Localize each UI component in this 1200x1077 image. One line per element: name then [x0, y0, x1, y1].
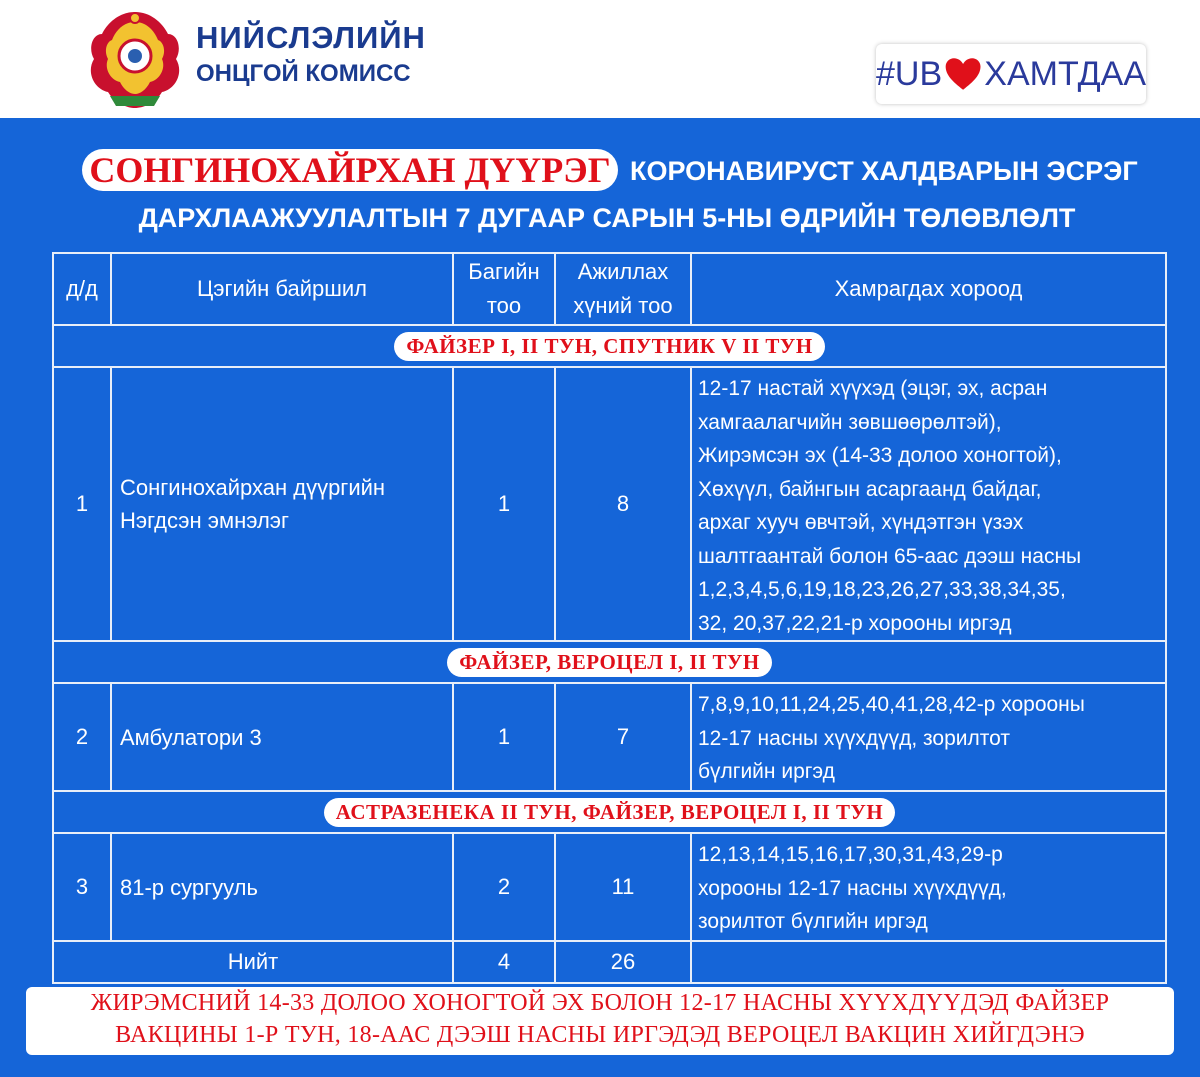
row-people: 11 [555, 833, 691, 941]
header-location: Цэгийн байршил [111, 253, 453, 325]
total-label: Нийт [53, 941, 453, 983]
ub-emblem-icon [80, 4, 190, 114]
coverage-line: зорилтот бүлгийн иргэд [698, 910, 928, 933]
coverage-line: хамгаалагчийн зөвшөөрөлтэй), [698, 410, 1002, 434]
coverage-line: 7,8,9,10,11,24,25,40,41,28,42-р хорооны [698, 693, 1085, 716]
header-coverage: Хамрагдах хороод [691, 253, 1166, 325]
ub-hamtdaa-hashtag [876, 44, 1146, 104]
section-label: ФАЙЗЕР, ВЕРОЦЕЛ I, II ТУН [447, 648, 772, 677]
table-header-row [53, 253, 1166, 325]
location-line: Сонгинохайрхан дүүргийн [120, 475, 386, 500]
row-people: 8 [555, 367, 691, 641]
row-teams: 2 [453, 833, 555, 941]
org-title-line1: НИЙСЛЭЛИЙН [196, 20, 426, 55]
header-people-line1: Ажиллах [577, 259, 669, 284]
row-coverage [691, 367, 1166, 641]
title-line1: КОРОНАВИРУСТ ХАЛДВАРЫН ЭСРЭГ [630, 156, 1138, 186]
section-label: ФАЙЗЕР I, II ТУН, СПУТНИК V II ТУН [394, 332, 824, 361]
location-line: Нэгдсэн эмнэлэг [120, 508, 290, 533]
table-row [53, 683, 1166, 791]
footer-line2: ВАКЦИНЫ 1-Р ТУН, 18-ААС ДЭЭШ НАСНЫ ИРГЭДЭД ВЕРОЦЕЛ ВАКЦИН ХИЙГДЭНЭ [115, 1022, 1085, 1048]
header-teams-line1: Багийн [468, 259, 540, 284]
total-coverage-empty [691, 941, 1166, 983]
hashtag-right: ХАМТДАА [984, 54, 1146, 93]
row-coverage [691, 683, 1166, 791]
header-bar [0, 0, 1200, 118]
coverage-line: хорооны 12-17 насны хүүхдүүд, [698, 876, 1007, 900]
coverage-line: 32, 20,37,22,21-р хорооны иргэд [698, 611, 1012, 635]
coverage-line: шалтгаантай болон 65-аас дээш насны [698, 544, 1082, 568]
section-row [53, 325, 1166, 367]
row-location [111, 367, 453, 641]
table-row [53, 833, 1166, 941]
row-location [111, 833, 453, 941]
total-teams: 4 [453, 941, 555, 983]
total-row [53, 941, 1166, 983]
footer-notice [26, 987, 1174, 1055]
heart-icon [944, 53, 982, 95]
row-teams: 1 [453, 367, 555, 641]
section-row [53, 791, 1166, 833]
row-no: 1 [53, 367, 111, 641]
title-line2: ДАРХЛААЖУУЛАЛТЫН 7 ДУГААР САРЫН 5-НЫ ӨДРИЙН ТӨЛӨВЛӨЛТ [138, 203, 1076, 233]
header-people [555, 253, 691, 325]
footer-line1: ЖИРЭМСНИЙ 14-33 ДОЛОО ХОНОГТОЙ ЭХ БОЛОН 12-17 НАСНЫ ХҮҮХДҮҮДЭД ФАЙЗЕР [90, 990, 1110, 1016]
header-teams [453, 253, 555, 325]
coverage-line: 12-17 насны хүүхдүүд, зорилтот [698, 726, 1010, 750]
coverage-line: 1,2,3,4,5,6,19,18,23,26,27,33,38,34,35, [698, 578, 1066, 601]
row-coverage [691, 833, 1166, 941]
location-line: 81-р сургууль [120, 874, 258, 900]
header-people-line2: хүний тоо [573, 293, 673, 318]
row-location [111, 683, 453, 791]
row-no: 3 [53, 833, 111, 941]
row-people: 7 [555, 683, 691, 791]
hashtag-left: #UB [876, 54, 943, 93]
org-title-line2: ОНЦГОЙ КОМИСС [196, 60, 411, 87]
coverage-line: Хөхүүл, байнгын асаргаанд байдаг, [698, 477, 1042, 501]
coverage-line: 12,13,14,15,16,17,30,31,43,29-р [698, 843, 1003, 866]
section-label: АСТРАЗЕНЕКА II ТУН, ФАЙЗЕР, ВЕРОЦЕЛ I, II ТУН [324, 798, 896, 827]
header-no: д/д [53, 253, 111, 325]
row-teams: 1 [453, 683, 555, 791]
district-title: СОНГИНОХАЙРХАН ДҮҮРЭГ [82, 149, 618, 191]
coverage-line: бүлгийн иргэд [698, 760, 835, 783]
coverage-line: архаг хууч өвчтэй, хүндэтгэн үзэх [698, 511, 1024, 534]
row-no: 2 [53, 683, 111, 791]
section-row [53, 641, 1166, 683]
coverage-line: Жирэмсэн эх (14-33 долоо хоногтой), [698, 444, 1062, 467]
location-line: Амбулатори 3 [120, 724, 262, 750]
header-teams-line2: тоо [486, 293, 522, 318]
coverage-line: 12-17 настай хүүхэд (эцэг, эх, асран [698, 377, 1048, 400]
vaccination-schedule-table [52, 252, 1167, 984]
table-row [53, 367, 1166, 641]
total-people: 26 [555, 941, 691, 983]
